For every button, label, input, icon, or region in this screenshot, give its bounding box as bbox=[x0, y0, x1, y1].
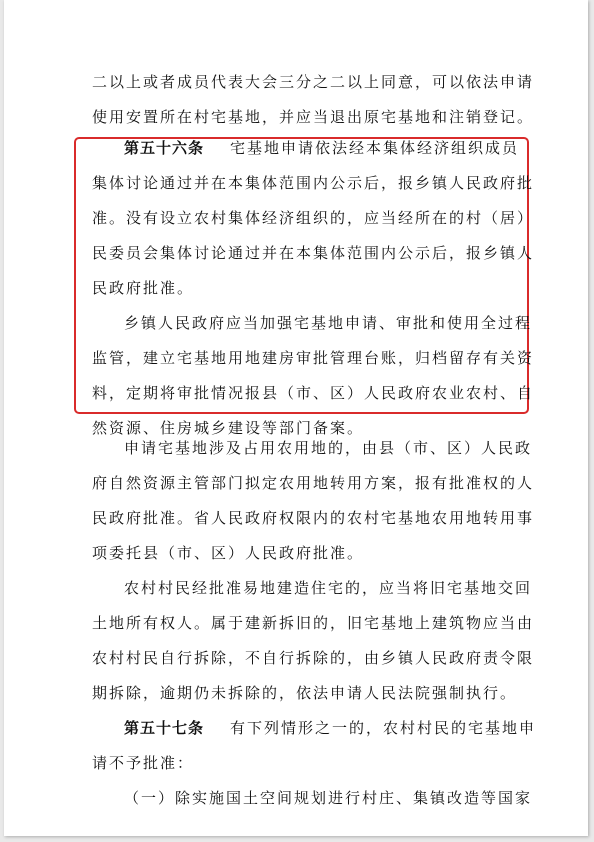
article-text: 宅基地申请依法经本集体经济组织成员 bbox=[230, 139, 520, 157]
text-line: （一）除实施国土空间规划进行村庄、集镇改造等国家 bbox=[124, 789, 533, 807]
text-line: 民政府批准。省人民政府权限内的农村宅基地农用地转用事 bbox=[92, 509, 535, 527]
text-line: 府自然资源主管部门拟定农用地转用方案，报有批准权的人 bbox=[92, 474, 535, 492]
text-line: 农村村民自行拆除，不自行拆除的，由乡镇人民政府责令限 bbox=[92, 649, 535, 667]
text-line: 土地所有权人。属于建新拆旧的，旧宅基地上建筑物应当由 bbox=[92, 614, 535, 632]
article-56-heading-line bbox=[124, 132, 520, 164]
text-line: 集体讨论通过并在本集体范围内公示后，报乡镇人民政府批 bbox=[92, 174, 535, 192]
document-page bbox=[4, 0, 588, 836]
text-line: 二以上或者成员代表大会三分之二以上同意，可以依法申请 bbox=[92, 73, 535, 91]
text-line: 期拆除，逾期仍未拆除的，依法申请人民法院强制执行。 bbox=[92, 684, 518, 702]
text-line: 民委员会集体讨论通过并在本集体范围内公示后，报乡镇人 bbox=[92, 244, 535, 262]
text-line: 请不予批准： bbox=[92, 754, 195, 772]
article-number: 第五十六条 bbox=[124, 139, 205, 157]
article-number: 第五十七条 bbox=[124, 719, 205, 737]
article-text: 有下列情形之一的，农村村民的宅基地申 bbox=[230, 719, 537, 737]
text-line: 农村村民经批准易地建造住宅的，应当将旧宅基地交回 bbox=[124, 579, 533, 597]
text-line: 民政府批准。 bbox=[92, 279, 195, 297]
text-line: 申请宅基地涉及占用农用地的，由县（市、区）人民政 bbox=[124, 439, 533, 457]
text-line: 使用安置所在村宅基地，并应当退出原宅基地和注销登记。 bbox=[92, 108, 535, 126]
text-line: 乡镇人民政府应当加强宅基地申请、审批和使用全过程 bbox=[124, 314, 533, 332]
text-line: 准。没有设立农村集体经济组织的，应当经所在的村（居） bbox=[92, 209, 535, 227]
text-line: 料，定期将审批情况报县（市、区）人民政府农业农村、自 bbox=[92, 384, 535, 402]
text-line: 然资源、住房城乡建设等部门备案。 bbox=[92, 419, 365, 437]
article-57-heading-line bbox=[124, 712, 537, 744]
text-line: 项委托县（市、区）人民政府批准。 bbox=[92, 544, 365, 562]
text-line: 监管，建立宅基地用地建房审批管理台账，归档留存有关资 bbox=[92, 349, 535, 367]
